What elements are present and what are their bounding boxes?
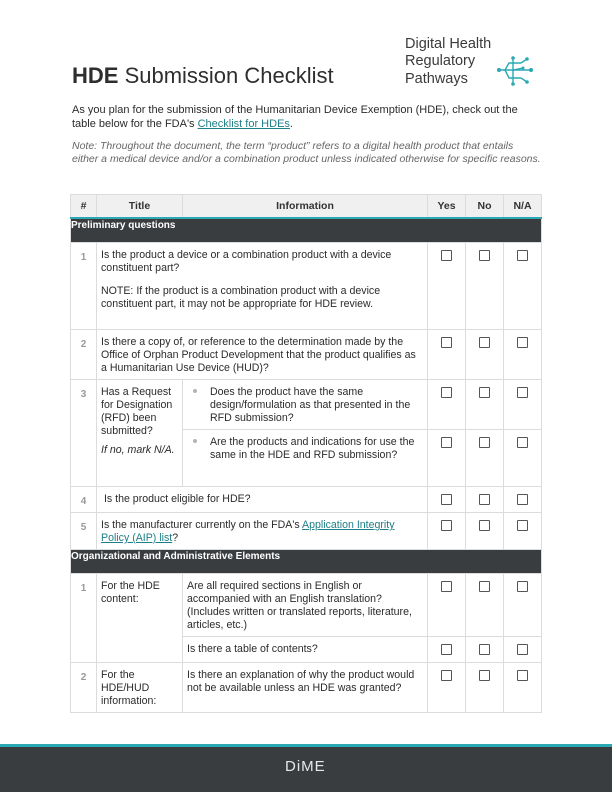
na-cell xyxy=(504,243,542,330)
table-header-row xyxy=(71,195,542,219)
na-checkbox[interactable] xyxy=(517,387,528,398)
header-na: N/A xyxy=(504,195,542,219)
yes-cell xyxy=(428,574,466,637)
na-checkbox[interactable] xyxy=(517,494,528,505)
bullet-item xyxy=(183,430,428,487)
yes-checkbox[interactable] xyxy=(441,387,452,398)
no-cell xyxy=(466,637,504,663)
row-number: 4 xyxy=(71,487,97,513)
row-info: Is there an explanation of why the product would not be available unless an HDE was granted? xyxy=(183,663,428,713)
na-cell xyxy=(504,663,542,713)
intro-paragraph xyxy=(72,104,542,131)
na-cell xyxy=(504,380,542,430)
table-row xyxy=(71,330,542,380)
row-question-end: ? xyxy=(172,532,179,544)
na-checkbox[interactable] xyxy=(517,670,528,681)
na-checkbox[interactable] xyxy=(517,644,528,655)
yes-checkbox[interactable] xyxy=(441,337,452,348)
yes-cell xyxy=(428,243,466,330)
note-paragraph: Note: Throughout the document, the term “product” refers to a digital health product that entails either a medical device and/or a combination product unless indicated otherwise for specific reasons. xyxy=(72,140,541,165)
row-title: For the HDE content: xyxy=(97,574,183,663)
checklist-link[interactable]: Checklist for HDEs xyxy=(197,117,290,130)
bullet-text: Are the products and indications for use the same in the HDE and RFD submission? xyxy=(210,436,415,461)
row-title-note: If no, mark N/A. xyxy=(101,444,175,456)
table-row xyxy=(71,513,542,550)
yes-checkbox[interactable] xyxy=(441,520,452,531)
dime-logo: DiME xyxy=(285,758,326,775)
bullet-dot-icon xyxy=(193,439,197,443)
no-cell xyxy=(466,380,504,430)
no-cell xyxy=(466,243,504,330)
title-rest: Submission Checklist xyxy=(118,63,334,88)
yes-checkbox[interactable] xyxy=(441,437,452,448)
no-checkbox[interactable] xyxy=(479,670,490,681)
row-title: For the HDE/HUD information: xyxy=(97,663,183,713)
brand-line-2: Regulatory xyxy=(405,53,476,69)
yes-cell xyxy=(428,487,466,513)
no-checkbox[interactable] xyxy=(479,337,490,348)
na-cell xyxy=(504,330,542,380)
na-cell xyxy=(504,487,542,513)
row-number: 5 xyxy=(71,513,97,550)
header-info: Information xyxy=(183,195,428,219)
checklist-table xyxy=(70,194,542,713)
circuit-icon xyxy=(491,54,539,88)
no-checkbox[interactable] xyxy=(479,494,490,505)
na-checkbox[interactable] xyxy=(517,437,528,448)
no-cell xyxy=(466,430,504,487)
table-row xyxy=(71,574,542,637)
bullet-dot-icon xyxy=(193,389,197,393)
aip-list-link[interactable]: Application Integrity Policy (AIP) list xyxy=(101,519,395,544)
header-num: # xyxy=(71,195,97,219)
title-bold: HDE xyxy=(72,63,119,88)
table-row xyxy=(71,380,542,430)
no-checkbox[interactable] xyxy=(479,437,490,448)
yes-cell xyxy=(428,637,466,663)
table-row xyxy=(71,487,542,513)
no-cell xyxy=(466,574,504,637)
yes-checkbox[interactable] xyxy=(441,670,452,681)
section-title: Preliminary questions xyxy=(71,218,542,243)
no-checkbox[interactable] xyxy=(479,520,490,531)
header-title: Title xyxy=(97,195,183,219)
header-no: No xyxy=(466,195,504,219)
yes-checkbox[interactable] xyxy=(441,581,452,592)
footer-bar xyxy=(0,744,612,792)
row-number: 2 xyxy=(71,663,97,713)
row-number: 1 xyxy=(71,574,97,663)
section-header-preliminary xyxy=(71,218,542,243)
intro-text: As you plan for the submission of the Humanitarian Device Exemption (HDE), check out the table below for the FDA's xyxy=(72,104,518,130)
row-question-text: Is the manufacturer currently on the FDA's xyxy=(101,519,303,531)
row-note: NOTE: If the product is a combination product with a device constituent part, it may not be appropriate for HDE review. xyxy=(101,285,381,310)
na-checkbox[interactable] xyxy=(517,581,528,592)
na-checkbox[interactable] xyxy=(517,250,528,261)
no-checkbox[interactable] xyxy=(479,387,490,398)
table-row xyxy=(71,663,542,713)
brand-line-3: Pathways xyxy=(405,71,468,87)
na-checkbox[interactable] xyxy=(517,520,528,531)
no-cell xyxy=(466,513,504,550)
row-info: Is there a table of contents? xyxy=(183,637,428,663)
row-question: Is the product a device or a combination product with a device constituent part? xyxy=(101,249,392,274)
na-cell xyxy=(504,513,542,550)
no-checkbox[interactable] xyxy=(479,581,490,592)
na-cell xyxy=(504,637,542,663)
yes-cell xyxy=(428,430,466,487)
row-title xyxy=(97,380,183,487)
row-number: 2 xyxy=(71,330,97,380)
section-header-organizational xyxy=(71,550,542,574)
na-cell xyxy=(504,430,542,487)
section-title: Organizational and Administrative Elements xyxy=(71,550,542,574)
no-cell xyxy=(466,487,504,513)
table-row xyxy=(71,243,542,330)
bullet-item xyxy=(183,380,428,430)
row-question xyxy=(97,513,428,550)
na-checkbox[interactable] xyxy=(517,337,528,348)
row-info: Are all required sections in English or accompanied with an English translation? (Includes written or translated reports, literature, articles, etc.) xyxy=(183,574,428,637)
brand-line-1: Digital Health xyxy=(405,36,492,52)
row-question: Is the product eligible for HDE? xyxy=(97,487,428,513)
bullet-text: Does the product have the same design/formulation as that presented in the RFD submission? xyxy=(210,386,411,424)
no-checkbox[interactable] xyxy=(479,250,490,261)
page-title xyxy=(72,63,334,89)
row-title-text: Has a Request for Designation (RFD) been submitted? xyxy=(101,386,173,437)
intro-end: . xyxy=(289,117,293,130)
row-number: 1 xyxy=(71,243,97,330)
yes-cell xyxy=(428,380,466,430)
yes-cell xyxy=(428,663,466,713)
yes-checkbox[interactable] xyxy=(441,494,452,505)
na-cell xyxy=(504,574,542,637)
no-cell xyxy=(466,663,504,713)
row-number: 3 xyxy=(71,380,97,487)
row-question: Is there a copy of, or reference to the determination made by the Office of Orphan Product Development that the product qualifies as a Humanitarian Use Device (HUD)? xyxy=(97,330,428,380)
yes-cell xyxy=(428,330,466,380)
no-checkbox[interactable] xyxy=(479,644,490,655)
header-yes: Yes xyxy=(428,195,466,219)
brand-logo xyxy=(405,36,545,91)
row-info xyxy=(97,243,428,330)
yes-checkbox[interactable] xyxy=(441,644,452,655)
yes-checkbox[interactable] xyxy=(441,250,452,261)
no-cell xyxy=(466,330,504,380)
yes-cell xyxy=(428,513,466,550)
